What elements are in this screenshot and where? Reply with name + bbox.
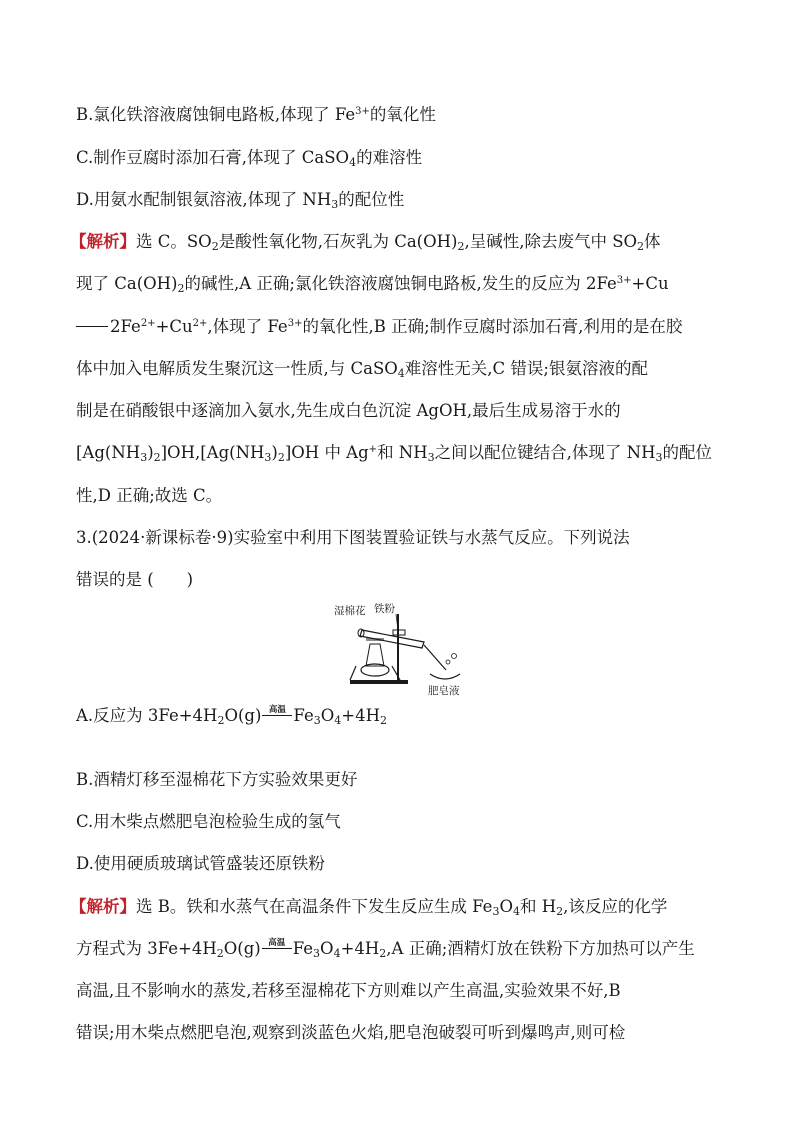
- analysis-1-line-7: 性,D 正确;故选 C。: [76, 486, 223, 505]
- label-soap-solution: 肥皂液: [428, 685, 460, 697]
- analysis-1-line-5: 制是在硝酸银中逐滴加入氨水,先生成白色沉淀 AgOH,最后生成易溶于水的: [76, 401, 621, 420]
- analysis-1-line-6: $[Ag(NH_3)_2]OH,[Ag(NH_3)_2]OH$ 中 Ag+和 $NH_3$之间以配位键结合,体现了 $NH_3$的配位: [76, 443, 712, 464]
- analysis-2-line-1: 【解析】选 B。铁和水蒸气在高温条件下发生反应生成 $Fe_3O_4$和 $H_2$,该反应的化学: [70, 897, 668, 918]
- condition-arrow: 高温: [262, 708, 292, 722]
- analysis-1-line-2: 现了 $Ca(OH)_2$的碱性,A 正确;氯化铁溶液腐蚀铜电路板,发生的反应为 $2Fe^{3+}+Cu$: [76, 274, 669, 295]
- lamp-flame: [366, 644, 384, 666]
- analysis-2-line-2: 方程式为 $3Fe+4H_2O(g)$ 高温 $Fe_3O_4+4H_2,A$ 正确;酒精灯放在铁粉下方加热可以产生: [76, 938, 695, 960]
- option-a: A.反应为 $3Fe+4H_2O(g)$ 高温 $Fe_3O_4+4H_2$: [76, 705, 387, 727]
- stand-base: [350, 680, 408, 684]
- analysis-1-line-4: 体中加入电解质发生聚沉这一性质,与 CaSO$_4$难溶性无关,C 错误;银氨溶液的配: [76, 359, 648, 380]
- bubble: [446, 660, 450, 664]
- condition-arrow: 高温: [262, 941, 292, 955]
- tripod-leg-left: [350, 666, 356, 680]
- option-d: D.使用硬质玻璃试管盛装还原铁粉: [76, 854, 325, 873]
- option-c: C.用木柴点燃肥皂泡检验生成的氢气: [76, 812, 341, 831]
- option-d-prev: D.用氨水配制银氨溶液,体现了 $NH_3$的配位性: [76, 190, 405, 211]
- apparatus-figure: [330, 600, 470, 700]
- question-3-line-2: 错误的是 ( ): [76, 570, 194, 589]
- label-iron-powder: 铁粉: [374, 603, 395, 615]
- dish: [430, 674, 460, 679]
- analysis-1-line-1: 【解析】选 C。$SO_2$是酸性氧化物,石灰乳为 $Ca(OH)_2$,呈碱性,除去废气中 $SO_2$体: [70, 232, 661, 253]
- option-c-prev: C.制作豆腐时添加石膏,体现了 CaSO$_4$的难溶性: [76, 148, 423, 169]
- question-3-line-1: 3.(2024·新课标卷·9)实验室中利用下图装置验证铁与水蒸气反应。下列说法: [76, 528, 630, 547]
- analysis-2-line-3: 高温,且不影响水的蒸发,若移至湿棉花下方则难以产生高温,实验效果不好,B: [76, 981, 621, 1000]
- analysis-2-line-4: 错误;用木柴点燃肥皂泡,观察到淡蓝色火焰,肥皂泡破裂可听到爆鸣声,则可检: [76, 1023, 626, 1042]
- wire-gauze: [366, 638, 384, 641]
- option-b-prev: B.氯化铁溶液腐蚀铜电路板,体现了 $Fe^{3+}$的氧化性: [76, 105, 436, 124]
- bubble: [452, 654, 457, 659]
- analysis-1-line-3: $2Fe^{2+}+Cu^{2+}$,体现了 $Fe^{3+}$的氧化性,B 正确;制作豆腐时添加石膏,利用的是在胶: [76, 316, 682, 338]
- delivery-tube: [424, 645, 446, 670]
- label-wet-cotton: 湿棉花: [334, 605, 366, 617]
- equals-dash: [76, 326, 108, 327]
- analysis-tag: 【解析】: [70, 232, 136, 251]
- analysis-tag: 【解析】: [70, 897, 136, 916]
- option-b: B.酒精灯移至湿棉花下方实验效果更好: [76, 770, 358, 789]
